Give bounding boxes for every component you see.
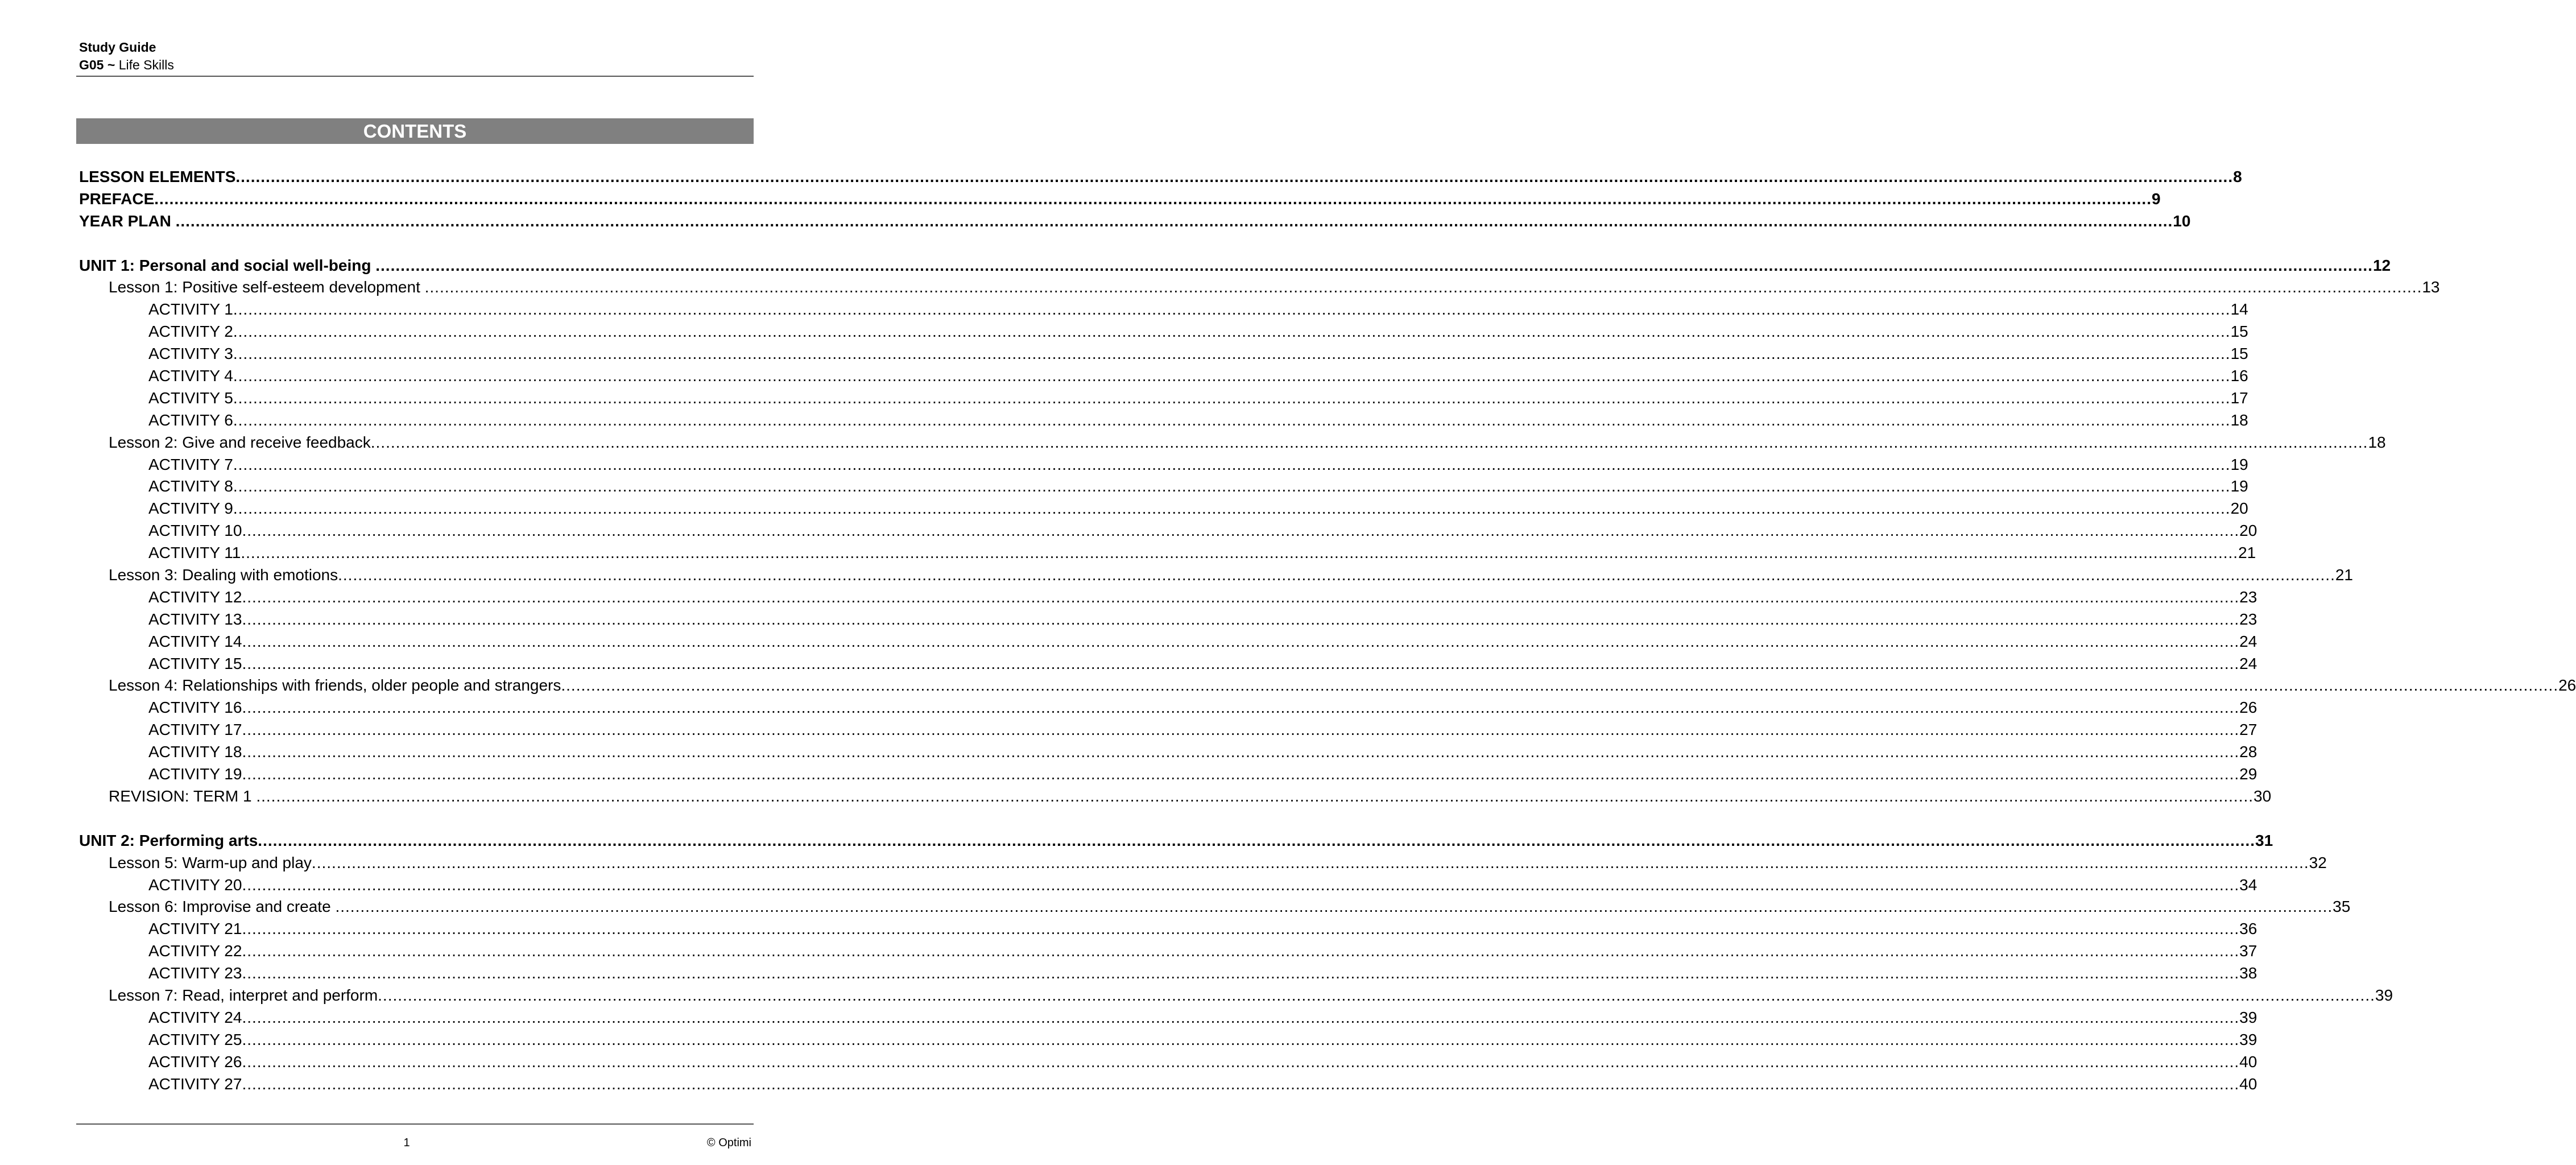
toc-entry[interactable] xyxy=(79,454,2248,476)
toc-entry-label: ACTIVITY 21 xyxy=(148,920,242,938)
toc-entry[interactable] xyxy=(79,365,2248,387)
toc-entry[interactable] xyxy=(79,719,2257,741)
toc-entry-label: ACTIVITY 3 xyxy=(148,345,233,363)
toc-entry-label: ACTIVITY 7 xyxy=(148,455,233,473)
dot-leader: ................................................................................................................................................................................................................................................................................................................................................................................................................ xyxy=(233,389,2231,407)
toc-entry[interactable] xyxy=(79,210,2191,233)
toc-entry-label: ACTIVITY 4 xyxy=(148,367,233,385)
toc-entry[interactable] xyxy=(79,631,2257,653)
toc-entry[interactable] xyxy=(79,985,2393,1007)
toc-entry-page: 18 xyxy=(2230,411,2248,429)
toc-entry[interactable] xyxy=(79,786,2272,808)
dot-leader: ................................................................................................................................................................................................................................................................................................................................................................................................................ xyxy=(233,499,2231,518)
dot-leader: ................................................................................................................................................................................................................................................................................................................................................................................................................ xyxy=(242,632,2240,650)
toc-entry[interactable] xyxy=(79,188,2161,210)
toc-entry[interactable] xyxy=(79,896,2351,918)
toc-entry[interactable] xyxy=(79,763,2257,786)
toc-entry-label: Lesson 4: Relationships with friends, older people and strangers xyxy=(109,676,561,695)
toc-entry-label: ACTIVITY 9 xyxy=(148,499,233,518)
doc-type: Study Guide xyxy=(79,40,156,55)
dot-leader: ................................................................................................................................................................................................................................................................................................................................................................................................................ xyxy=(242,1030,2240,1048)
toc-entry-label: ACTIVITY 1 xyxy=(148,300,233,319)
dot-leader: ................................................................................................................................................................................................................................................................................................................................................................................................................ xyxy=(233,411,2231,429)
page-number: 1 xyxy=(403,1137,410,1149)
toc-entry-page: 30 xyxy=(2254,787,2272,805)
toc-entry[interactable] xyxy=(79,542,2256,564)
toc-entry-label: ACTIVITY 12 xyxy=(148,588,242,606)
dot-leader: ................................................................................................................................................................................................................................................................................................................................................................................................................ xyxy=(242,765,2240,783)
toc-entry[interactable] xyxy=(79,1029,2257,1051)
toc-entry-label: ACTIVITY 23 xyxy=(148,964,242,982)
toc-entry-label: ACTIVITY 27 xyxy=(148,1075,242,1093)
toc-entry[interactable] xyxy=(79,432,2386,454)
dot-leader: ................................................................................................................................................................................................................................................................................................................................................................................................................ xyxy=(154,189,2152,208)
toc-entry-page: 38 xyxy=(2239,964,2257,982)
toc-entry-page: 19 xyxy=(2230,455,2248,473)
toc-entry[interactable] xyxy=(79,697,2257,719)
subject: Life Skills xyxy=(118,57,174,72)
toc-entry[interactable] xyxy=(79,476,2248,498)
toc-entry-label: ACTIVITY 14 xyxy=(148,632,242,650)
toc-entry-label: Lesson 7: Read, interpret and perform xyxy=(109,986,378,1004)
toc-entry[interactable] xyxy=(79,1051,2257,1073)
toc-entry-page: 21 xyxy=(2335,566,2353,584)
toc-entry-page: 16 xyxy=(2230,367,2248,385)
course-code: G05 ~ xyxy=(79,57,115,72)
toc-entry-page: 28 xyxy=(2239,743,2257,761)
dot-leader: ................................................................................................................................................................................................................................................................................................................................................................................................................ xyxy=(233,300,2231,319)
table-of-contents xyxy=(79,166,2576,1095)
contents-title: CONTENTS xyxy=(76,118,754,144)
toc-entry-page: 14 xyxy=(2230,300,2248,319)
toc-entry-label: Lesson 3: Dealing with emotions xyxy=(109,566,338,584)
dot-leader: ................................................................................................................................................................................................................................................................................................................................................................................................................ xyxy=(241,544,2239,562)
toc-entry-page: 21 xyxy=(2238,544,2256,562)
dot-leader: ................................................................................................................................................................................................................................................................................................................................................................................................................ xyxy=(378,986,2375,1004)
dot-leader: ................................................................................................................................................................................................................................................................................................................................................................................................................ xyxy=(242,588,2240,606)
dot-leader: ................................................................................................................................................................................................................................................................................................................................................................................................................ xyxy=(233,455,2231,473)
toc-entry-page: 36 xyxy=(2239,920,2257,938)
toc-entry[interactable] xyxy=(79,498,2248,520)
toc-entry[interactable] xyxy=(79,830,2273,852)
dot-leader: ................................................................................................................................................................................................................................................................................................................................................................................................................ xyxy=(242,610,2240,628)
copyright: © Optimi xyxy=(706,1137,751,1149)
toc-entry-label: ACTIVITY 25 xyxy=(148,1030,242,1048)
toc-entry-label: YEAR PLAN xyxy=(79,212,176,230)
dot-leader: ................................................................................................................................................................................................................................................................................................................................................................................................................ xyxy=(233,323,2231,341)
dot-leader: ................................................................................................................................................................................................................................................................................................................................................................................................................ xyxy=(242,964,2240,982)
toc-entry-label: Lesson 1: Positive self-esteem development xyxy=(109,278,425,296)
dot-leader: ................................................................................................................................................................................................................................................................................................................................................................................................................ xyxy=(242,522,2240,540)
toc-entry-page: 31 xyxy=(2255,831,2273,849)
footer-divider xyxy=(76,1123,754,1125)
toc-entry-page: 20 xyxy=(2239,522,2257,540)
toc-entry-label: ACTIVITY 16 xyxy=(148,699,242,717)
toc-entry-page: 24 xyxy=(2239,632,2257,650)
toc-entry-page: 37 xyxy=(2239,942,2257,960)
toc-entry[interactable] xyxy=(79,852,2327,874)
toc-entry-page: 35 xyxy=(2333,898,2351,916)
dot-leader: ................................................................................................................................................................................................................................................................................................................................................................................................................ xyxy=(242,721,2240,739)
dot-leader: ................................................................................................................................................................................................................................................................................................................................................................................................................ xyxy=(375,256,2373,274)
dot-leader: ................................................................................................................................................................................................................................................................................................................................................................................................................ xyxy=(258,831,2255,849)
toc-entry[interactable] xyxy=(79,940,2257,962)
toc-entry-label: ACTIVITY 11 xyxy=(148,544,241,562)
toc-entry-label: ACTIVITY 22 xyxy=(148,942,242,960)
header-divider xyxy=(76,76,754,77)
toc-entry-page: 20 xyxy=(2230,499,2248,518)
toc-entry-page: 27 xyxy=(2239,721,2257,739)
toc-entry[interactable] xyxy=(79,918,2257,940)
toc-spacer xyxy=(79,808,750,830)
toc-entry-page: 17 xyxy=(2230,389,2248,407)
dot-leader: ................................................................................................................................................................................................................................................................................................................................................................................................................ xyxy=(256,787,2254,805)
dot-leader: ................................................................................................................................................................................................................................................................................................................................................................................................................ xyxy=(242,942,2240,960)
toc-entry-page: 9 xyxy=(2151,189,2161,208)
dot-leader: ................................................................................................................................................................................................................................................................................................................................................................................................................ xyxy=(242,699,2240,717)
toc-entry-page: 10 xyxy=(2173,212,2191,230)
toc-entry[interactable] xyxy=(79,387,2248,410)
toc-entry[interactable] xyxy=(79,653,2257,675)
page-header xyxy=(79,39,174,74)
toc-entry[interactable] xyxy=(79,962,2257,985)
toc-entry[interactable] xyxy=(79,741,2257,763)
toc-entry-label: ACTIVITY 19 xyxy=(148,765,242,783)
toc-entry-label: ACTIVITY 15 xyxy=(148,654,242,672)
toc-entry[interactable] xyxy=(79,1073,2257,1096)
toc-entry[interactable] xyxy=(79,299,2248,321)
toc-entry-page: 12 xyxy=(2372,256,2391,274)
dot-leader: ................................................................................................................................................................................................................................................................................................................................................................................................................ xyxy=(335,898,2333,916)
dot-leader: ................................................................................................................................................................................................................................................................................................................................................................................................................ xyxy=(242,743,2240,761)
toc-entry-label: ACTIVITY 6 xyxy=(148,411,233,429)
dot-leader: ................................................................................................................................................................................................................................................................................................................................................................................................................ xyxy=(242,1052,2240,1071)
toc-entry[interactable] xyxy=(79,564,2353,586)
toc-entry-page: 26 xyxy=(2239,699,2257,717)
toc-entry[interactable] xyxy=(79,520,2257,542)
toc-entry-label: Lesson 6: Improvise and create xyxy=(109,898,336,916)
toc-entry-label: PREFACE xyxy=(79,189,155,208)
toc-entry-page: 32 xyxy=(2309,853,2327,871)
dot-leader: ................................................................................................................................................................................................................................................................................................................................................................................................................ xyxy=(424,278,2422,296)
toc-spacer xyxy=(79,233,750,255)
toc-entry-label: ACTIVITY 5 xyxy=(148,389,233,407)
toc-entry-page: 23 xyxy=(2239,610,2257,628)
toc-entry-label: ACTIVITY 2 xyxy=(148,323,233,341)
dot-leader: ................................................................................................................................................................................................................................................................................................................................................................................................................ xyxy=(370,433,2368,451)
toc-entry-page: 23 xyxy=(2239,588,2257,606)
toc-entry-label: UNIT 2: Performing arts xyxy=(79,831,258,849)
toc-entry[interactable] xyxy=(79,586,2257,609)
dot-leader: ................................................................................................................................................................................................................................................................................................................................................................................................................ xyxy=(242,875,2240,894)
toc-entry-label: ACTIVITY 10 xyxy=(148,522,242,540)
toc-entry-page: 29 xyxy=(2239,765,2257,783)
toc-entry-page: 39 xyxy=(2239,1030,2257,1048)
toc-entry-page: 26 xyxy=(2558,676,2576,695)
toc-entry[interactable] xyxy=(79,343,2248,365)
toc-entry-page: 15 xyxy=(2230,345,2248,363)
toc-entry[interactable] xyxy=(79,321,2248,343)
dot-leader: ................................................................................................................................................................................................................................................................................................................................................................................................................ xyxy=(175,212,2173,230)
toc-entry-page: 18 xyxy=(2368,433,2386,451)
toc-entry[interactable] xyxy=(79,276,2440,299)
toc-entry[interactable] xyxy=(79,166,2242,188)
toc-entry-page: 39 xyxy=(2375,986,2393,1004)
toc-entry-page: 13 xyxy=(2422,278,2440,296)
toc-entry[interactable] xyxy=(79,1007,2257,1029)
toc-entry[interactable] xyxy=(79,675,2576,697)
dot-leader: ................................................................................................................................................................................................................................................................................................................................................................................................................ xyxy=(242,654,2240,672)
toc-entry-label: Lesson 2: Give and receive feedback xyxy=(109,433,371,451)
toc-entry-page: 39 xyxy=(2239,1008,2257,1026)
toc-entry-page: 15 xyxy=(2230,323,2248,341)
toc-entry-label: REVISION: TERM 1 xyxy=(109,787,257,805)
toc-entry[interactable] xyxy=(79,410,2248,432)
dot-leader: ................................................................................................................................................................................................................................................................................................................................................................................................................ xyxy=(233,367,2231,385)
dot-leader: ................................................................................................................................................................................................................................................................................................................................................................................................................ xyxy=(242,1075,2240,1093)
toc-entry-page: 19 xyxy=(2230,477,2248,495)
toc-entry-label: Lesson 5: Warm-up and play xyxy=(109,853,312,871)
toc-entry-label: ACTIVITY 20 xyxy=(148,875,242,894)
toc-entry-label: ACTIVITY 13 xyxy=(148,610,242,628)
toc-entry-page: 40 xyxy=(2239,1075,2257,1093)
dot-leader: ................................................................................................................................................................................................................................................................................................................................................................................................................ xyxy=(233,477,2231,495)
toc-entry-label: UNIT 1: Personal and social well-being xyxy=(79,256,376,274)
dot-leader: ................................................................................................................................................................................................................................................................................................................................................................................................................ xyxy=(242,1008,2240,1026)
toc-entry-label: LESSON ELEMENTS xyxy=(79,168,236,185)
toc-entry-page: 34 xyxy=(2239,875,2257,894)
toc-entry-label: ACTIVITY 18 xyxy=(148,743,242,761)
toc-entry-label: ACTIVITY 24 xyxy=(148,1008,242,1026)
toc-entry[interactable] xyxy=(79,874,2257,897)
dot-leader: ................................................................................................................................................................................................................................................................................................................................................................................................................ xyxy=(311,853,2309,871)
toc-entry[interactable] xyxy=(79,255,2391,277)
dot-leader: ................................................................................................................................................................................................................................................................................................................................................................................................................ xyxy=(235,168,2234,185)
toc-entry-page: 40 xyxy=(2239,1052,2257,1071)
toc-entry-page: 24 xyxy=(2239,654,2257,672)
toc-entry-label: ACTIVITY 8 xyxy=(148,477,233,495)
dot-leader: ................................................................................................................................................................................................................................................................................................................................................................................................................ xyxy=(242,920,2240,938)
dot-leader: ................................................................................................................................................................................................................................................................................................................................................................................................................ xyxy=(561,676,2559,695)
toc-entry-page: 8 xyxy=(2233,168,2242,185)
toc-entry-label: ACTIVITY 17 xyxy=(148,721,242,739)
toc-entry[interactable] xyxy=(79,609,2257,631)
dot-leader: ................................................................................................................................................................................................................................................................................................................................................................................................................ xyxy=(338,566,2335,584)
dot-leader: ................................................................................................................................................................................................................................................................................................................................................................................................................ xyxy=(233,345,2231,363)
toc-entry-label: ACTIVITY 26 xyxy=(148,1052,242,1071)
